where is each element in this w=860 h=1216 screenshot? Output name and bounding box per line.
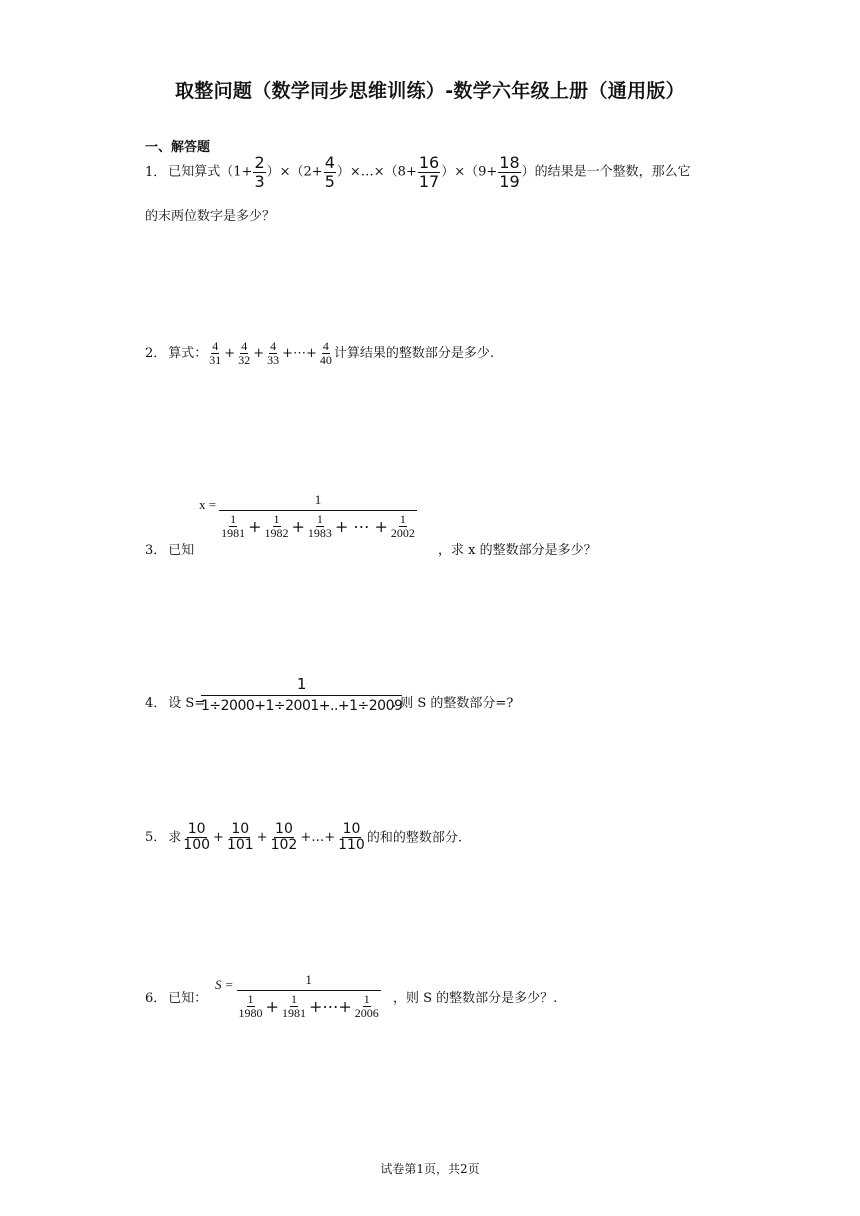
q6-fraction-2	[281, 993, 307, 1020]
q6-fraction-1	[238, 993, 264, 1020]
q1-text-mid2: ）×…×（8+	[336, 164, 417, 180]
q5-fraction-4	[337, 822, 366, 854]
denominator: 31	[209, 353, 222, 368]
denominator: 101	[226, 837, 254, 854]
numerator: 2	[254, 153, 265, 172]
q5-fraction-2	[226, 822, 255, 854]
numerator: 4	[241, 339, 248, 353]
question-number: 2．	[145, 346, 167, 362]
question-5	[145, 822, 462, 854]
numerator: 1	[316, 512, 323, 526]
numerator: 16	[418, 153, 440, 172]
q2-fraction-1	[208, 340, 222, 367]
numerator: 4	[212, 339, 219, 353]
q6-text-post: ，则 S 的整数部分是多少？.	[393, 991, 558, 1006]
q2-fraction-4	[319, 340, 333, 367]
q5-text-pre: 求	[168, 830, 182, 846]
q1-fraction-3	[418, 154, 440, 190]
q5-fraction-3	[270, 822, 299, 854]
q1-fraction-2	[324, 154, 336, 190]
ellipsis-sign: +⋯+	[282, 346, 317, 362]
numerator: 10	[342, 821, 361, 837]
ellipsis-sign: + ⋯ +	[334, 517, 388, 537]
numerator: 1	[273, 512, 280, 526]
question-1	[145, 154, 691, 190]
plus-sign: +	[253, 346, 265, 362]
numerator: 1	[296, 675, 307, 693]
denominator-sum	[219, 511, 417, 540]
q3-fraction-1	[220, 513, 246, 540]
q2-text-pre: 算式：	[168, 346, 208, 362]
denominator: 1981	[221, 526, 246, 541]
question-number: 1．	[145, 164, 167, 180]
numerator: 1	[247, 992, 254, 1006]
q6-formula	[215, 972, 381, 1020]
question-number: 4．	[145, 696, 167, 711]
denominator: 1÷2000+1÷2001+..+1÷2009	[201, 698, 403, 714]
q3-complex-fraction	[219, 492, 417, 540]
denominator: 100	[183, 837, 211, 854]
numerator: 1	[399, 512, 406, 526]
denominator: 32	[238, 353, 251, 368]
q2-text-post: 计算结果的整数部分是多少.	[333, 346, 495, 362]
q3-text-pre: 已知	[168, 543, 195, 558]
denominator: 33	[267, 353, 280, 368]
q4-text-post: . 则 S 的整数部分=?	[392, 696, 514, 711]
plus-sign: +	[248, 517, 262, 537]
question-2	[145, 340, 494, 367]
denominator: 5	[324, 171, 335, 191]
q4-text-pre: 设 S=	[168, 696, 206, 711]
plus-sign: +	[291, 517, 305, 537]
denominator: 110	[338, 837, 365, 854]
question-number: 5．	[145, 830, 167, 846]
numerator: 4	[322, 339, 329, 353]
plus-sign: +	[256, 830, 268, 846]
q4-formula	[201, 674, 402, 714]
question-3	[145, 544, 194, 557]
numerator: 1	[305, 972, 312, 987]
denominator: 2006	[354, 1006, 379, 1021]
page-footer: 试卷第1页，共2页	[380, 1162, 480, 1176]
denominator: 2002	[390, 526, 415, 541]
denominator-sum	[237, 991, 381, 1020]
q1-text-mid1: ）×（2+	[266, 164, 323, 180]
question-6	[145, 992, 207, 1005]
q1-fraction-1	[253, 154, 265, 190]
denominator: 3	[254, 171, 265, 191]
denominator: 40	[319, 353, 332, 368]
numerator: 1	[290, 992, 297, 1006]
numerator: 1	[314, 492, 322, 507]
numerator: 1	[230, 512, 237, 526]
q4-fraction	[201, 675, 402, 714]
question-4	[145, 697, 205, 710]
numerator: 18	[499, 153, 520, 172]
plus-sign: +	[265, 997, 279, 1017]
q3-formula	[199, 492, 417, 540]
q3-fraction-2	[264, 513, 290, 540]
q6-complex-fraction	[237, 972, 381, 1020]
numerator: 1	[363, 992, 370, 1006]
q1-fraction-4	[498, 154, 520, 190]
q3-fraction-4	[390, 513, 416, 540]
q6-lhs: S =	[215, 977, 234, 993]
q2-fraction-2	[237, 340, 251, 367]
numerator: 10	[275, 821, 293, 837]
numerator: 4	[270, 339, 277, 353]
q1-text-pre: 已知算式（1+	[168, 164, 253, 180]
q2-fraction-3	[266, 340, 280, 367]
denominator: 102	[270, 837, 298, 854]
q5-text-post: 的和的整数部分.	[366, 830, 462, 846]
plus-sign: +	[224, 346, 236, 362]
ellipsis-sign: +…+	[300, 830, 336, 846]
q3-lhs: x =	[199, 497, 217, 513]
q3-fraction-3	[307, 513, 333, 540]
denominator: 17	[418, 171, 440, 191]
q3-text-post: ，求 x 的整数部分是多少？	[438, 543, 597, 558]
denominator: 1980	[238, 1006, 263, 1021]
numerator: 10	[231, 821, 250, 837]
q6-fraction-3	[354, 993, 380, 1020]
denominator: 19	[499, 171, 520, 191]
q6-text-pre: 已知：	[168, 991, 208, 1006]
q1-text-post: ）的结果是一个整数，那么它	[521, 164, 691, 180]
page-title: 取整问题（数学同步思维训练）-数学六年级上册（通用版）	[175, 80, 685, 102]
denominator: 1981	[281, 1006, 306, 1021]
question-1-line-2: 的末两位数字是多少？	[145, 209, 276, 224]
q1-text-mid3: ）×（9+	[441, 164, 498, 180]
ellipsis-sign: +⋯+	[308, 997, 352, 1017]
denominator: 1983	[307, 526, 332, 541]
plus-sign: +	[213, 830, 224, 846]
numerator: 10	[187, 821, 206, 837]
q5-fraction-1	[182, 822, 211, 854]
section-heading: 一、解答题	[145, 140, 211, 155]
question-number: 6．	[145, 991, 167, 1006]
denominator: 1982	[264, 526, 289, 541]
numerator: 4	[324, 153, 335, 172]
question-number: 3．	[145, 543, 167, 558]
